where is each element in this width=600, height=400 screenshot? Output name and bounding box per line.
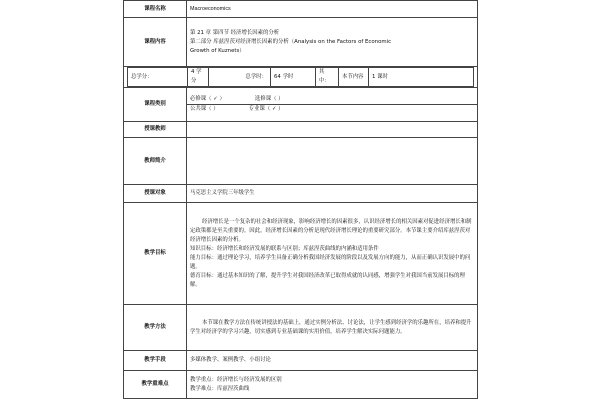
goals-ability: 能力目标：通过理论学习，培养学生具备正确分析我国经济发展的阶段以及发展方向的能力，从而正确认识发展中的问题。 xyxy=(190,254,471,270)
course-plan-page xyxy=(123,0,478,400)
key-points-label: 教学重难点 xyxy=(124,371,187,399)
course-category-label: 课程类别 xyxy=(124,88,187,122)
row-audience xyxy=(124,185,478,203)
teacher-label: 授课教师 xyxy=(124,122,187,138)
teaching-method-cell xyxy=(187,305,478,351)
teacher-value xyxy=(187,122,478,138)
difficulty-text: 教学难点：库兹涅茨曲线 xyxy=(190,385,250,392)
major-course-checkbox[interactable]: 专业课（ ✓ ） xyxy=(248,106,284,112)
teaching-goals-cell xyxy=(187,203,478,305)
total-hours-value: 64 学时 xyxy=(271,68,316,87)
goals-intro: 经济增长是一个复杂的社会和经济现象，影响经济增长的因素很多，认识经济增长的相关因素对促进经济增长和制定政策都是至关重要的。因此，经济增长因素的分析是现代经济增长理论的重要研究部分。本节课主要介绍库兹涅茨对经济增长因素的分析。 xyxy=(190,218,472,243)
teacher-intro-label: 教师简介 xyxy=(124,138,187,185)
total-credits-value: 4 学分 xyxy=(188,68,209,87)
row-teacher-intro xyxy=(124,138,478,185)
teacher-intro-value xyxy=(187,138,478,185)
row-key-points xyxy=(124,371,478,399)
audience-value: 马克思主义学院三年级学生 xyxy=(187,185,478,203)
row-teaching-method xyxy=(124,305,478,351)
course-name-label: 课程名称 xyxy=(124,1,187,18)
row-course-category xyxy=(124,88,478,122)
total-hours-label: 总学时： xyxy=(209,68,271,87)
course-plan-table xyxy=(123,0,478,399)
row-teaching-goals xyxy=(124,203,478,305)
key-point-text: 教学重点：经济增长与经济发展的区别 xyxy=(190,376,282,383)
content-line-3: Growth of Kuznets） xyxy=(190,47,245,54)
content-line-2: 第二部分 库兹涅茨对经济增长因素的分析（Analysis on the Factors of Economic xyxy=(190,38,392,45)
teaching-method-label: 教学方法 xyxy=(124,305,187,351)
elective-course-checkbox[interactable]: 选修课（ ） xyxy=(254,96,284,102)
hours-cell xyxy=(124,67,478,88)
row-course-name xyxy=(124,1,478,18)
among-label: 其中： xyxy=(316,68,339,87)
section-hours-label: 本节内容 xyxy=(339,68,369,87)
course-content-label: 课程内容 xyxy=(124,18,187,67)
row-teaching-means xyxy=(124,351,478,371)
required-course-checkbox[interactable]: 必修课（ ✓ ） xyxy=(190,96,225,102)
method-text: 本节课在教学方法在传统讲授法的基础上，通过实例分析法、讨论法，让学生感到经济学的乐趣所在，培养和提升学生对经济学的学习兴趣，切实感到专业基础课的实用价值，培养学生解决实际问题能力。 xyxy=(190,319,472,335)
teaching-means-value: 多媒体教学、案例教学、小组讨论 xyxy=(187,351,478,371)
teaching-goals-label: 教学目标 xyxy=(124,203,187,305)
content-line-1: 第 21 章 第四节 经济增长因素的分析 xyxy=(190,29,280,36)
total-credits-label: 总学分： xyxy=(128,68,188,87)
row-course-content xyxy=(124,18,478,67)
audience-label: 授课对象 xyxy=(124,185,187,203)
course-content-cell xyxy=(187,18,478,67)
section-hours-value: 1 课时 xyxy=(369,68,474,87)
row-teacher xyxy=(124,122,478,138)
teaching-means-label: 教学手段 xyxy=(124,351,187,371)
goals-knowledge: 知识目标：经济增长和经济发展的联系与区别；库兹涅茨曲线的内涵和适用条件 xyxy=(190,245,379,252)
key-points-cell xyxy=(187,371,478,399)
course-name-value: Macroeconomics xyxy=(187,1,478,18)
goals-moral: 德育目标：通过基本知识的了解，提升学生对我国经济改革已取得成就的认同感，增强学生对我国当前发展目标的理解。 xyxy=(190,272,465,288)
row-hours xyxy=(124,67,478,88)
course-category-cell xyxy=(187,88,478,122)
public-course-checkbox[interactable]: 公共课（ ） xyxy=(190,106,219,112)
